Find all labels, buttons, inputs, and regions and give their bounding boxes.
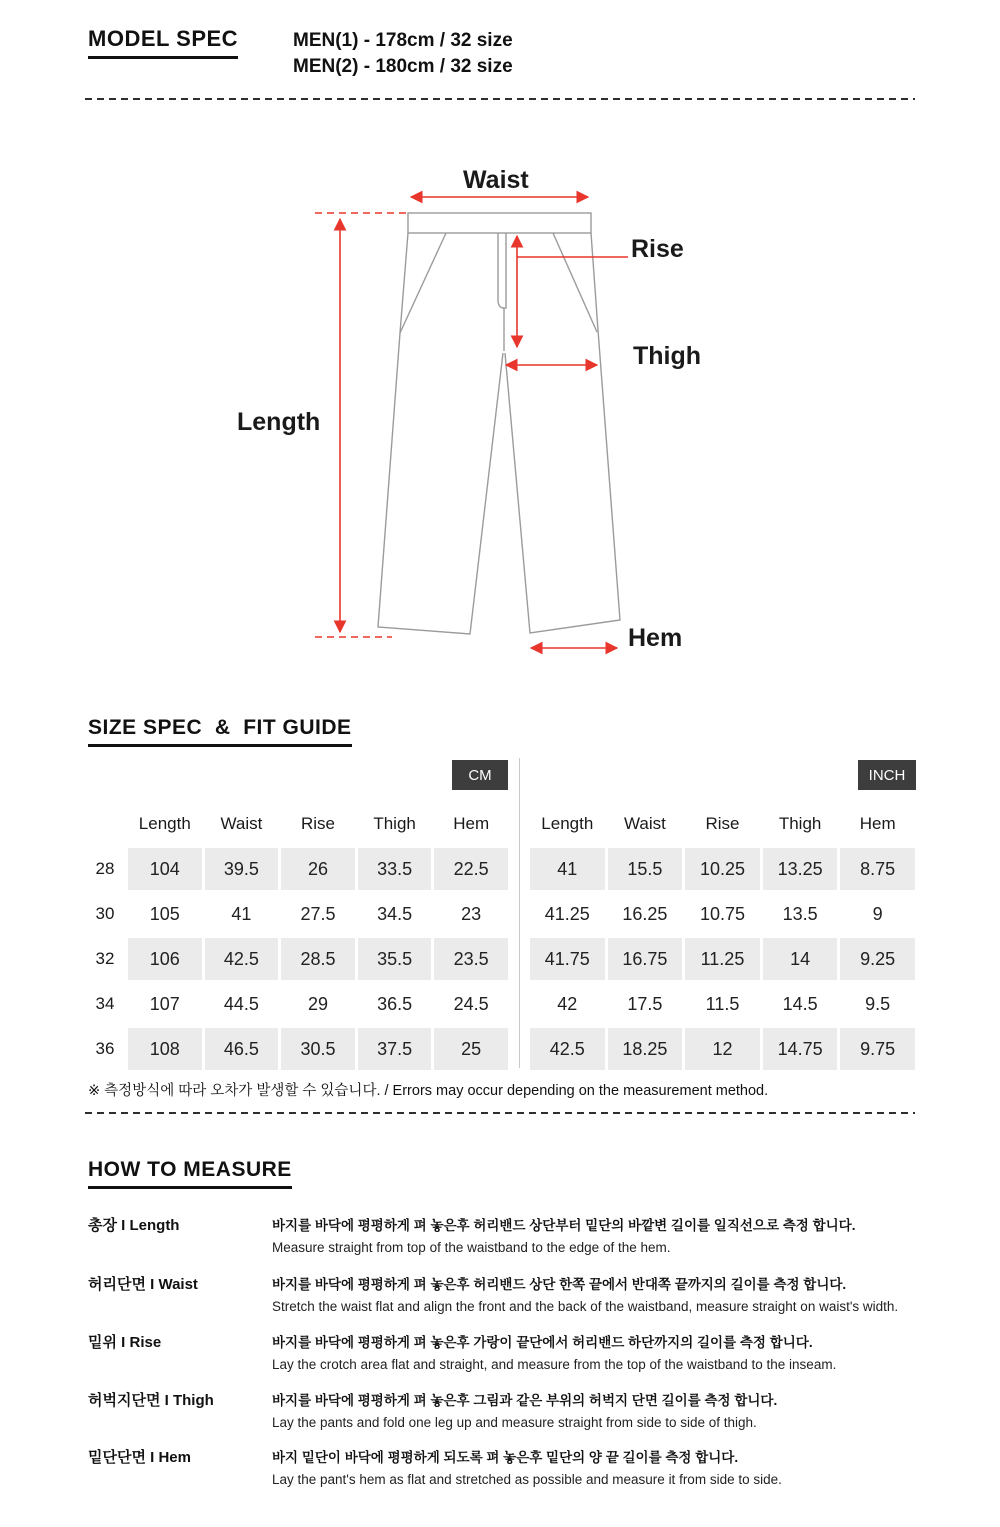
size-cell: 14.5: [782, 993, 818, 1014]
size-cell: 26: [281, 848, 355, 890]
size-cell: 9: [872, 903, 883, 924]
inch-badge: INCH: [858, 760, 916, 790]
size-cell: 39.5: [205, 848, 279, 890]
measure-desc-en: Stretch the waist flat and align the front and the back of the waistband, measure straight on waist's width.: [272, 1299, 899, 1314]
size-cell: 30.5: [281, 1028, 355, 1070]
table-divider: [519, 758, 520, 1068]
size-cell: 9.5: [865, 993, 891, 1014]
inch-col-hem: Hem: [859, 814, 896, 833]
size-cell: 41.25: [544, 903, 590, 924]
measure-desc-ko: 바지를 바닥에 평평하게 펴 놓은후 허리밴드 상단 한쪽 끝에서 반대쪽 끝까지의 길이를 측정 합니다.: [272, 1277, 847, 1292]
size-cell: 27.5: [300, 903, 336, 924]
pants-outline: [378, 213, 620, 634]
inch-col-length: Length: [541, 814, 594, 833]
size-cell: 29: [307, 993, 328, 1014]
size-guide-title: SIZE SPEC & FIT GUIDE: [88, 716, 352, 747]
hem-label: Hem: [628, 624, 683, 652]
size-cell: 106: [128, 938, 202, 980]
size-cell: 11.25: [685, 938, 760, 980]
model-spec-line-1: MEN(1) - 178cm / 32 size: [293, 30, 513, 51]
size-cell: 108: [128, 1028, 202, 1070]
cm-col-rise: Rise: [300, 814, 335, 833]
size-cell: 35.5: [358, 938, 432, 980]
size-cell: 107: [149, 993, 180, 1014]
size-cell: 36.5: [377, 993, 413, 1014]
model-spec-title: MODEL SPEC: [88, 26, 238, 59]
cm-col-length: Length: [138, 814, 191, 833]
size-cell: 41.75: [530, 938, 605, 980]
measure-desc-ko: 바지를 바닥에 평평하게 펴 놓은후 그림과 같은 부위의 허벅지 단면 길이를 측정 합니다.: [272, 1393, 778, 1408]
measure-desc-ko: 바지를 바닥에 평평하게 펴 놓은후 가랑이 끝단에서 허리밴드 하단까지의 길이를 측정 합니다.: [272, 1335, 813, 1350]
size-cell: 22.5: [434, 848, 508, 890]
measure-item-desc-length: [272, 1214, 932, 1259]
measure-item-label-waist: 허리단면 I Waist: [88, 1276, 198, 1293]
size-row-label: 34: [95, 994, 115, 1013]
thigh-label: Thigh: [633, 342, 702, 370]
size-cell: 34.5: [377, 903, 413, 924]
size-cell: 13.25: [763, 848, 838, 890]
measurement-arrows: [315, 197, 628, 648]
measure-item-label-rise: 밑위 I Rise: [88, 1334, 162, 1351]
size-cell: 44.5: [223, 993, 259, 1014]
model-spec-lines: [293, 28, 513, 80]
measure-item-label-hem: 밑단단면 I Hem: [88, 1449, 191, 1466]
size-cell: 16.75: [608, 938, 683, 980]
size-cell: 41: [530, 848, 605, 890]
size-cell: 15.5: [608, 848, 683, 890]
model-spec-section: [88, 26, 238, 59]
size-cell: 17.5: [627, 993, 663, 1014]
inch-col-waist: Waist: [623, 814, 666, 833]
size-cell: 37.5: [358, 1028, 432, 1070]
size-row-label: 36: [95, 1039, 115, 1058]
size-cell: 41: [231, 903, 252, 924]
cm-col-thigh: Thigh: [373, 814, 416, 833]
measure-item-label-length: 총장 I Length: [88, 1217, 180, 1234]
measure-desc-en: Lay the pant's hem as flat and stretched as possible and measure it from side to side.: [272, 1472, 782, 1487]
measure-desc-ko: 바지 밑단이 바닥에 평평하게 되도록 펴 놓은후 밑단의 양 끝 길이를 측정 합니다.: [272, 1450, 739, 1465]
inch-size-table: [530, 803, 915, 1070]
measurement-note: ※ 측정방식에 따라 오차가 발생할 수 있습니다. / Errors may occur depending on the measurement method.: [88, 1083, 769, 1099]
size-cell: 23.5: [434, 938, 508, 980]
size-cell: 42: [557, 993, 578, 1014]
how-to-measure-title: HOW TO MEASURE: [88, 1158, 292, 1189]
size-cell: 14: [763, 938, 838, 980]
size-cell: 13.5: [782, 903, 818, 924]
cm-badge: CM: [452, 760, 508, 790]
inch-col-thigh: Thigh: [778, 814, 822, 833]
size-cell: 105: [149, 903, 180, 924]
size-cell: 10.75: [699, 903, 746, 924]
inch-col-rise: Rise: [705, 814, 740, 833]
measure-desc-en: Measure straight from top of the waistband to the edge of the hem.: [272, 1240, 671, 1255]
size-cell: 8.75: [840, 848, 915, 890]
section-divider-top: [85, 98, 915, 100]
how-to-measure-header: [88, 1158, 292, 1189]
corner-cell: [85, 803, 125, 845]
size-cell: 9.25: [840, 938, 915, 980]
model-spec-line-2: MEN(2) - 180cm / 32 size: [293, 56, 513, 77]
length-label: Length: [237, 408, 321, 436]
cm-size-table: [85, 803, 508, 1070]
size-cell: 10.25: [685, 848, 760, 890]
size-cell: 42.5: [530, 1028, 605, 1070]
measure-item-desc-rise: [272, 1331, 932, 1376]
waist-label: Waist: [463, 166, 529, 194]
measure-desc-en: Lay the pants and fold one leg up and measure straight from side to side of thigh.: [272, 1415, 757, 1430]
size-row-label: 32: [95, 949, 115, 968]
section-divider-bottom: [85, 1112, 915, 1114]
size-cell: 33.5: [358, 848, 432, 890]
measure-item-desc-hem: [272, 1446, 932, 1491]
size-cell: 9.75: [840, 1028, 915, 1070]
size-cell: 12: [685, 1028, 760, 1070]
cm-col-hem: Hem: [453, 814, 490, 833]
measure-item-desc-waist: [272, 1273, 932, 1318]
size-cell: 28.5: [281, 938, 355, 980]
size-cell: 104: [128, 848, 202, 890]
rise-label: Rise: [631, 235, 684, 263]
measure-desc-ko: 바지를 바닥에 평평하게 펴 놓은후 허리밴드 상단부터 밑단의 바깥변 길이를 일직선으로 측정 합니다.: [272, 1218, 856, 1233]
size-guide-section-header: [88, 716, 352, 747]
measure-desc-en: Lay the crotch area flat and straight, and measure from the top of the waistband to the inseam.: [272, 1357, 837, 1372]
size-cell: 16.25: [622, 903, 668, 924]
size-cell: 25: [434, 1028, 508, 1070]
size-cell: 46.5: [205, 1028, 279, 1070]
size-row-label: 28: [95, 859, 115, 878]
size-cell: 14.75: [763, 1028, 838, 1070]
size-row-label: 30: [95, 904, 115, 923]
size-cell: 23: [461, 903, 482, 924]
measure-item-label-thigh: 허벅지단면 I Thigh: [88, 1392, 214, 1409]
size-cell: 18.25: [608, 1028, 683, 1070]
cm-col-waist: Waist: [220, 814, 263, 833]
pants-measurement-diagram: [230, 150, 770, 700]
measure-item-desc-thigh: [272, 1389, 932, 1434]
size-cell: 24.5: [453, 993, 489, 1014]
size-cell: 42.5: [205, 938, 279, 980]
size-cell: 11.5: [705, 993, 740, 1014]
